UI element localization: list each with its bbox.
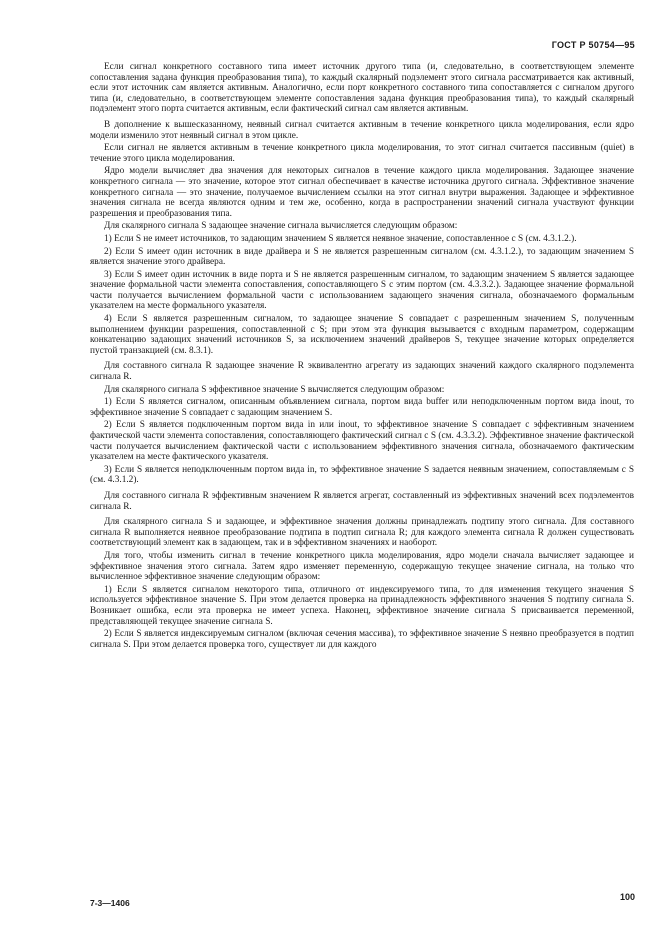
paragraph-quiet-signal: Если сигнал не является активным в течение конкретного цикла моделирования, то этот сигнал считается пассивным (quiet) в течение этого цикла моделирования. bbox=[90, 143, 634, 164]
paragraph-driving-intro: Для скалярного сигнала S задающее значение сигнала вычисляется следующим образом: bbox=[104, 221, 458, 232]
paragraph-composite-effective: Для составного сигнала R эффективным значением R является агрегат, составленный из эффективных значений всех подэлементов сигнала R. bbox=[90, 490, 634, 512]
list-item-effective-1: 1) Если S является сигналом, описанным объявлением сигнала, портом вида buffer или неподключенным портом вида inout, то эффективное значение S совпадает с задающим значением S. bbox=[90, 397, 634, 418]
paragraph-active-composite: Если сигнал конкретного составного типа имеет источник другого типа (и, следовательно, в соответствующем элементе сопоставления задана функция преобразования типа), то каждый скалярный подэлемент этого сигнала рассматривается как активный, если этот источник сам является активным. Аналогично, если порт конкретного составного типа сопоставляется с сигналом другого типа (и, следовательно, в соответствующем элементе сопоставления задана функция преобразования типа), то каждый скалярный подэлемент этого порта считается активным, если фактический сигнал сам является активным. bbox=[90, 62, 634, 115]
list-item-driving-3: 3) Если S имеет один источник в виде порта и S не является разрешенным сигналом, то задающим значением S является задающее значение формальной части элемента сопоставления, сопоставляющего S с этим портом (см. 4.3.3.2.). Задающее значение формальной части получается вычислением формальной части с использованием задающего значения сигнала, обозначаемого формальным указателем на месте формального указателя. bbox=[90, 269, 634, 312]
list-item-update-1: 1) Если S является сигналом некоторого типа, отличного от индексируемого типа, то для изменения текущего значения S используется эффективное значение S. При этом делается проверка на принадлежность эффективного значения S подтипу сигнала S. Возникает ошибка, если эта проверка не имеет успеха. Наконец, эффективное значение сигнала S присваивается переменной, представляющей текущее значение сигнала S. bbox=[90, 584, 634, 627]
paragraph-effective-intro: Для скалярного сигнала S эффективное значение S вычисляется следующим образом: bbox=[104, 384, 445, 395]
paragraph-subtype: Для скалярного сигнала S и задающее, и эффективное значения должны принадлежать подтипу этого сигнала. Для составного сигнала R выполняется неявное преобразование подтипа в подтип сигнала R; для каждого элемента сигнала R должен существовать соответствующий элемент как в задающем, так и в эффективном значениях и наоборот. bbox=[90, 517, 634, 549]
document-body bbox=[90, 62, 634, 652]
paragraph-composite-driving: Для составного сигнала R задающее значение R эквивалентно агрегату из задающих значений каждого скалярного подэлемента сигнала R. bbox=[90, 361, 634, 383]
list-item-driving-1: 1) Если S не имеет источников, то задающим значением S является неявное значение, сопоставленное с S (см. 4.3.1.2.). bbox=[104, 233, 577, 244]
list-item-driving-4: 4) Если S является разрешенным сигналом, то задающее значение S совпадает с разрешенным значением S, полученным выполнением функции разрешения, сопоставленной с S; при этом эта функция вызывается с входным параметром, содержащим конкатенацию задающих значений источников S, за исключением значений драйверов S, текущее значение которых определяется пустой транзакцией (см. 8.3.1). bbox=[90, 314, 634, 356]
list-item-effective-3: 3) Если S является неподключенным портом вида in, то эффективное значение S задается неявным значением, сопоставляемым с S (см. 4.3.1.2). bbox=[90, 464, 634, 486]
printing-code: 7-3—1406 bbox=[90, 898, 130, 908]
list-item-driving-2: 2) Если S имеет один источник в виде драйвера и S не является разрешенным сигналом (см. 4.3.1.2.), то задающим значением S является значение этого драйвера. bbox=[90, 246, 634, 268]
paragraph-implicit-signal: В дополнение к вышесказанному, неявный сигнал считается активным в течение конкретного цикла моделирования, если ядро модели изменило этот неявный сигнал в этом цикле. bbox=[90, 119, 634, 141]
paragraph-update-intro: Для того, чтобы изменить сигнал в течение конкретного цикла моделирования, ядро модели сначала вычисляет задающее и эффективное значения этого сигнала. Затем ядро изменяет переменную, содержащую текущее значение сигнала, на только что вычисленное эффективное значение следующим образом: bbox=[90, 550, 634, 583]
paragraph-driving-effective: Ядро модели вычисляет два значения для некоторых сигналов в течение каждого цикла моделирования. Задающее значение конкретного сигнала — это значение, которое этот сигнал обеспечивает в качестве источника другого сигнала. Эффективное значение конкретного сигнала — это значение, получаемое вычислением ссылки на этот сигнал внутри выражения. Задающее и эффективное значения сигнала не всегда являются одним и тем же, особенно, когда в распространении значений сигнала участвуют функции разрешения и преобразования типа. bbox=[90, 166, 634, 219]
list-item-update-2: 2) Если S является индексируемым сигналом (включая сечения массива), то эффективное значение S неявно преобразуется в подтип сигнала S. При этом делается проверка того, существует ли для каждого bbox=[90, 629, 634, 650]
page-number: 100 bbox=[619, 892, 635, 902]
list-item-effective-2: 2) Если S является подключенным портом вида in или inout, то эффективное значение S совпадает с эффективным значением фактической части элемента сопоставления, сопоставляющего фактический сигнал с S (см. 4.3.3.2). Эффективное значение фактической части получается вычислением фактической части с использованием эффективного значения сигнала, обозначаемого фактическим указателем на месте фактического указателя. bbox=[90, 420, 634, 463]
document-header: ГОСТ Р 50754—95 bbox=[551, 40, 635, 50]
